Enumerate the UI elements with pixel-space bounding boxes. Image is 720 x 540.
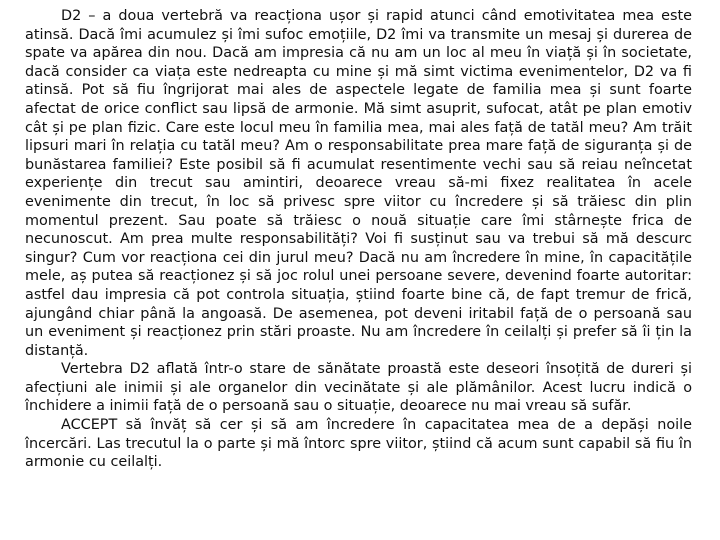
paragraph-lead: D2: [61, 8, 82, 24]
paragraph-d2-description: [25, 7, 692, 360]
paragraph-text: – a doua vertebră va reacționa ușor și rapid atunci când emotivitatea mea este atinsă. Dacă îmi acumulez și îmi sufoc emoțiile, D2 îmi va transmite un mesaj și durerea de spate va apărea din nou. Dacă am impresia că nu am un loc al meu în viață și în societate, dacă consider ca viața este nedreapta cu mine și mă simt victima evenimentelor, D2 va fi atinsă. Pot să fiu îngrijorat mai ales de aspectele legate de familia mea și sunt foarte afectat de orice conflict sau lipsă de armonie. Mă simt asuprit, sufocat, atât pe plan emotiv cât și pe plan fizic. Care este locul meu în familia mea, mai ales față de tatăl meu? Am trăit lipsuri mari în relația cu tatăl meu? Am o responsabilitate prea mare față de siguranța și de bunăstarea familiei? Este posibil să fi acumulat resentimente vechi sau să reiau neîncetat experiențe din trecut sau amintiri, deoarece vreau să-mi fixez realitatea în acele evenimente din trecut, în loc să privesc spre viitor cu încredere și să trăiesc din plin momentul prezent. Sau poate să trăiesc o nouă situație care îmi stârnește frica de necunoscut. Am prea multe responsabilități? Voi fi susținut sau va trebui să mă descurc singur? Cum vor reacționa cei din jurul meu? Dacă nu am încredere în mine, în capacitățile mele, aș putea să reacționez și să joc rolul unei persoane severe, devenind foarte autoritar: astfel dau impresia că pot controla situația, știind foarte bine că, de fapt tremur de frică, ajungând chiar până la angoasă. De asemenea, pot deveni iritabil față de o persoană sau un eveniment și reacționez prin stări proaste. Nu am încredere în ceilalți și prefer să îi țin la distanță.: [25, 8, 692, 359]
paragraph-text: aflată într-o stare de sănătate proastă este deseori însoțită de dureri și afecțiuni ale inimii și ale organelor din vecinătate și ale plămânilor. Acest lucru indică o închidere a inimii față de o persoană sau o situație, deoarece nu mai vreau să sufăr.: [25, 361, 692, 415]
paragraph-lead: Vertebra D2: [61, 361, 150, 378]
paragraph-accept: [25, 416, 692, 472]
paragraph-d2-health: [25, 360, 692, 416]
paragraph-text: să învăț să cer și să am încredere în capacitatea mea de a depăși noile încercări. Las trecutul la o parte și mă întorc spre viitor, știind că acum sunt capabil să fiu în armonie cu ceilalți.: [25, 417, 692, 471]
paragraph-lead: ACCEPT: [61, 417, 118, 434]
